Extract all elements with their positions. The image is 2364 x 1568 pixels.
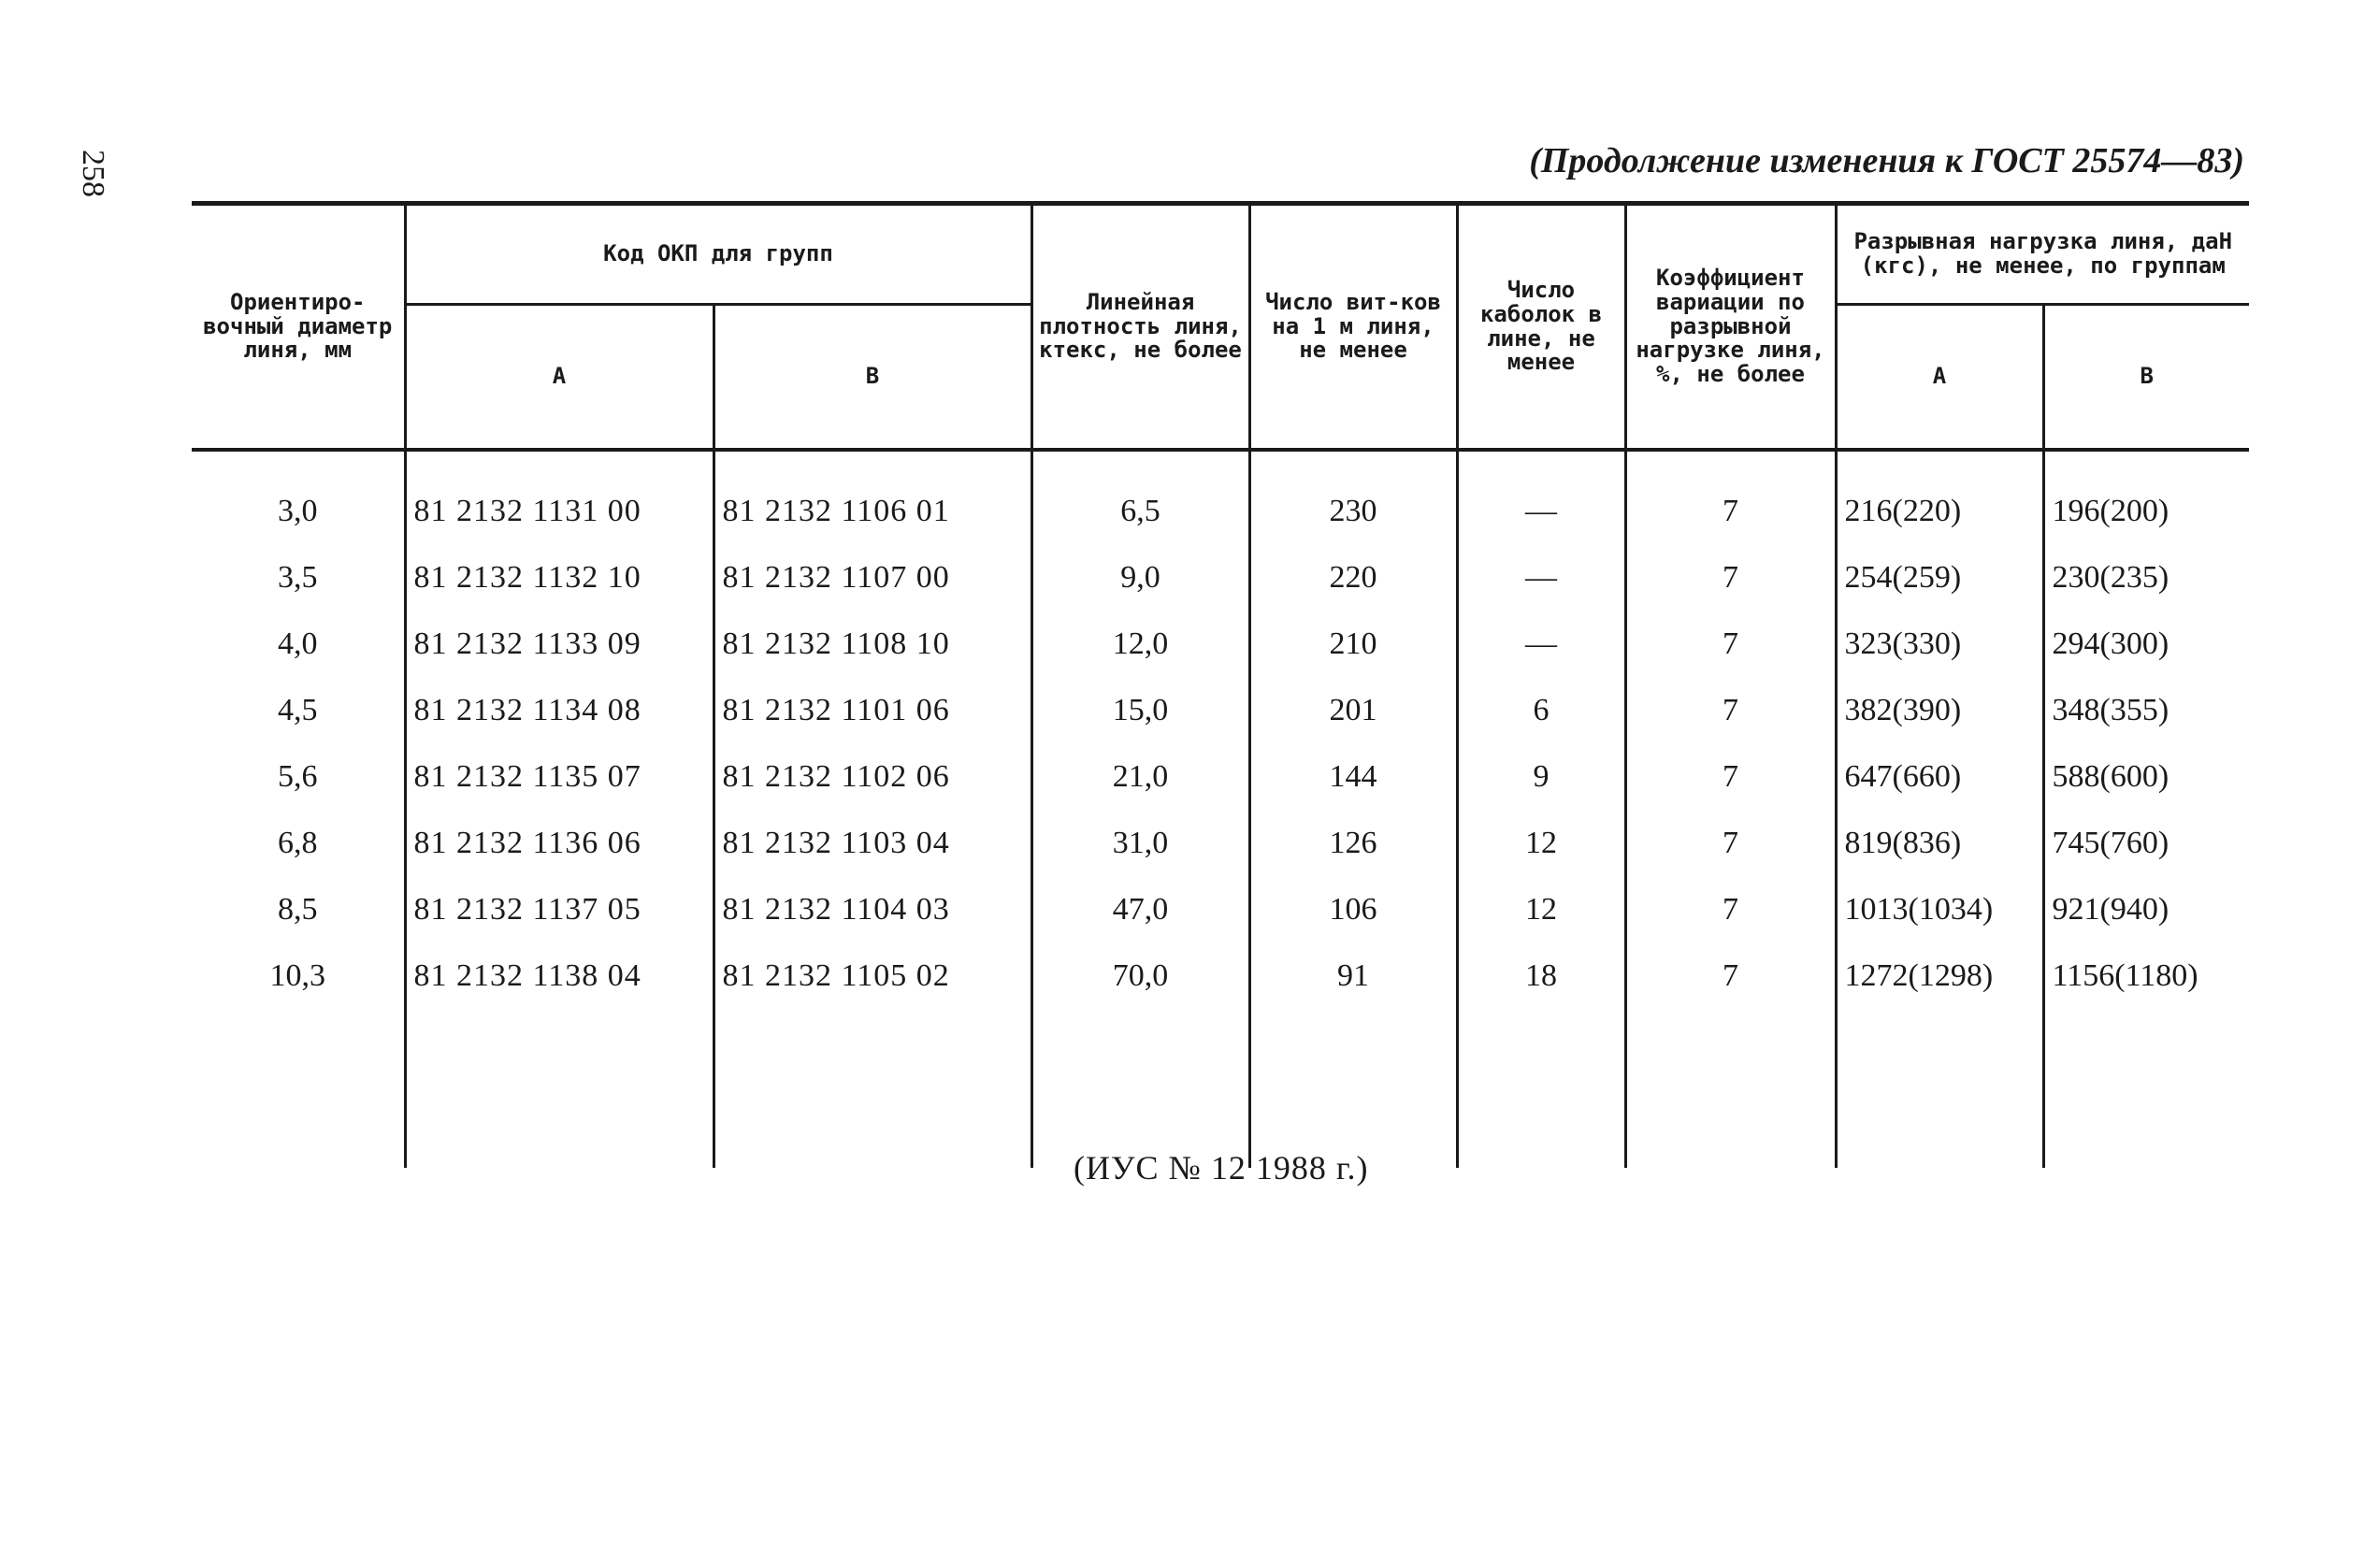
cell-variation: 7 xyxy=(1625,677,1836,743)
filler-cell xyxy=(1249,1009,1457,1168)
cell-load-a: 819(836) xyxy=(1836,810,2043,876)
cell-density: 15,0 xyxy=(1031,677,1249,743)
cell-density: 9,0 xyxy=(1031,544,1249,611)
header-variation: Коэффициент вариации по разрывной нагрузке линя, %, не более xyxy=(1625,204,1836,451)
table-row xyxy=(192,544,2249,611)
filler-cell xyxy=(192,1009,405,1168)
cell-code-b: 81 2132 1104 03 xyxy=(714,876,1031,942)
filler-cell xyxy=(405,1009,714,1168)
cell-code-a: 81 2132 1132 10 xyxy=(405,544,714,611)
specification-table xyxy=(192,201,2249,1168)
cell-strands: — xyxy=(1457,450,1625,544)
cell-load-b: 196(200) xyxy=(2043,450,2249,544)
running-header: (Продолжение изменения к ГОСТ 25574—83) xyxy=(1529,141,2244,180)
cell-load-b: 921(940) xyxy=(2043,876,2249,942)
cell-turns: 201 xyxy=(1249,677,1457,743)
cell-code-a: 81 2132 1136 06 xyxy=(405,810,714,876)
cell-code-b: 81 2132 1101 06 xyxy=(714,677,1031,743)
table-row xyxy=(192,450,2249,544)
cell-diameter: 3,0 xyxy=(278,493,318,528)
cell-code-b: 81 2132 1105 02 xyxy=(714,942,1031,1009)
cell-density: 12,0 xyxy=(1031,611,1249,677)
cell-turns: 230 xyxy=(1249,450,1457,544)
table-body xyxy=(192,450,2249,1168)
header-okp-a: А xyxy=(405,305,714,451)
cell-diameter: 10,3 xyxy=(269,957,325,993)
header-load-a: А xyxy=(1836,305,2043,451)
cell-variation: 7 xyxy=(1625,544,1836,611)
cell-turns: 106 xyxy=(1249,876,1457,942)
filler-cell xyxy=(1625,1009,1836,1168)
cell-load-a: 323(330) xyxy=(1836,611,2043,677)
table-row xyxy=(192,810,2249,876)
cell-turns: 126 xyxy=(1249,810,1457,876)
cell-turns: 220 xyxy=(1249,544,1457,611)
cell-diameter: 3,5 xyxy=(278,559,318,595)
header-okp-group: Код ОКП для групп xyxy=(405,204,1031,305)
cell-load-b: 230(235) xyxy=(2043,544,2249,611)
header-okp-b: В xyxy=(714,305,1031,451)
cell-turns: 91 xyxy=(1249,942,1457,1009)
table-row xyxy=(192,743,2249,810)
cell-load-a: 382(390) xyxy=(1836,677,2043,743)
cell-variation: 7 xyxy=(1625,942,1836,1009)
cell-code-b: 81 2132 1108 10 xyxy=(714,611,1031,677)
cell-code-a: 81 2132 1138 04 xyxy=(405,942,714,1009)
filler-cell xyxy=(2043,1009,2249,1168)
cell-diameter: 6,8 xyxy=(278,825,318,860)
cell-density: 6,5 xyxy=(1031,450,1249,544)
cell-density: 31,0 xyxy=(1031,810,1249,876)
page-number: 258 xyxy=(76,150,110,197)
cell-code-a: 81 2132 1134 08 xyxy=(405,677,714,743)
table-row xyxy=(192,876,2249,942)
filler-cell xyxy=(714,1009,1031,1168)
cell-strands: — xyxy=(1457,611,1625,677)
cell-diameter: 5,6 xyxy=(278,758,318,794)
cell-load-a: 1272(1298) xyxy=(1836,942,2043,1009)
cell-turns: 210 xyxy=(1249,611,1457,677)
cell-variation: 7 xyxy=(1625,810,1836,876)
table-row xyxy=(192,677,2249,743)
cell-strands: 6 xyxy=(1457,677,1625,743)
cell-variation: 7 xyxy=(1625,450,1836,544)
header-density: Линейная плотность линя, ктекс, не более xyxy=(1031,204,1249,451)
cell-load-a: 254(259) xyxy=(1836,544,2043,611)
cell-strands: — xyxy=(1457,544,1625,611)
cell-code-b: 81 2132 1103 04 xyxy=(714,810,1031,876)
cell-strands: 12 xyxy=(1457,876,1625,942)
cell-load-a: 1013(1034) xyxy=(1836,876,2043,942)
cell-variation: 7 xyxy=(1625,876,1836,942)
table-header xyxy=(192,204,2249,451)
filler-cell xyxy=(1836,1009,2043,1168)
cell-code-a: 81 2132 1135 07 xyxy=(405,743,714,810)
table-row xyxy=(192,611,2249,677)
cell-density: 47,0 xyxy=(1031,876,1249,942)
header-load-group: Разрывная нагрузка линя, даН (кгс), не менее, по группам xyxy=(1836,204,2249,305)
cell-code-a: 81 2132 1133 09 xyxy=(405,611,714,677)
cell-diameter: 4,5 xyxy=(278,692,318,727)
cell-load-b: 1156(1180) xyxy=(2043,942,2249,1009)
cell-code-b: 81 2132 1107 00 xyxy=(714,544,1031,611)
cell-load-a: 647(660) xyxy=(1836,743,2043,810)
cell-code-a: 81 2132 1131 00 xyxy=(405,450,714,544)
cell-load-b: 294(300) xyxy=(2043,611,2249,677)
header-strands: Число каболок в лине, не менее xyxy=(1457,204,1625,451)
cell-strands: 12 xyxy=(1457,810,1625,876)
cell-variation: 7 xyxy=(1625,743,1836,810)
cell-code-b: 81 2132 1102 06 xyxy=(714,743,1031,810)
table-row xyxy=(192,942,2249,1009)
cell-turns: 144 xyxy=(1249,743,1457,810)
cell-variation: 7 xyxy=(1625,611,1836,677)
specification-table-container xyxy=(192,201,2249,1168)
cell-density: 21,0 xyxy=(1031,743,1249,810)
table-filler-row xyxy=(192,1009,2249,1168)
header-turns: Число вит-ков на 1 м линя, не менее xyxy=(1249,204,1457,451)
filler-cell xyxy=(1031,1009,1249,1168)
filler-cell xyxy=(1457,1009,1625,1168)
cell-load-b: 348(355) xyxy=(2043,677,2249,743)
cell-load-b: 588(600) xyxy=(2043,743,2249,810)
cell-strands: 18 xyxy=(1457,942,1625,1009)
cell-code-a: 81 2132 1137 05 xyxy=(405,876,714,942)
cell-strands: 9 xyxy=(1457,743,1625,810)
cell-code-b: 81 2132 1106 01 xyxy=(714,450,1031,544)
cell-load-a: 216(220) xyxy=(1836,450,2043,544)
cell-load-b: 745(760) xyxy=(2043,810,2249,876)
cell-diameter: 8,5 xyxy=(278,891,318,927)
cell-density: 70,0 xyxy=(1031,942,1249,1009)
cell-diameter: 4,0 xyxy=(278,626,318,661)
header-load-b: В xyxy=(2043,305,2249,451)
header-diameter: Ориентиро-вочный диаметр линя, мм xyxy=(203,288,393,364)
amendment-source-note: (ИУС № 12 1988 г.) xyxy=(1074,1149,1369,1187)
